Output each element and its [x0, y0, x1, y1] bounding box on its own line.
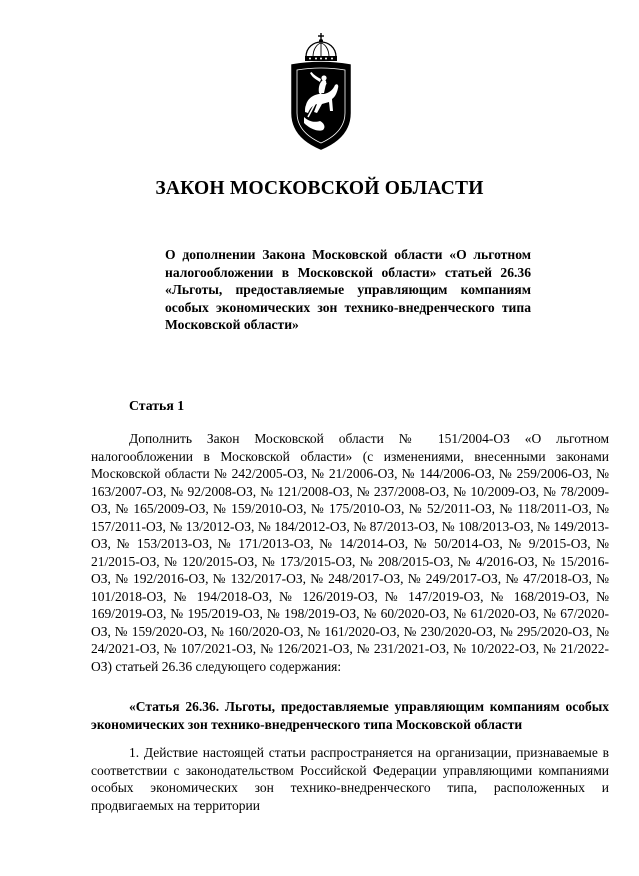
article-heading: Статья 1 — [129, 398, 185, 413]
article-body: Дополнить Закон Московской области № 151/2004-ОЗ «О льготном налогообложении в Московской области» (с изменениями, внесенными законами Московской области № 242/2005-ОЗ, № 21/2006-ОЗ, № 144/2006-ОЗ, № 259/2006-ОЗ, № 163/2007-ОЗ, № 92/2008-ОЗ, № 121/2008-ОЗ, № 237/2008-ОЗ, № 10/2009-ОЗ, № 78/2009-ОЗ, № 165/2009-ОЗ, № 159/2010-ОЗ, № 175/2010-ОЗ, № 52/2011-ОЗ, № 118/2011-ОЗ, № 157/2011-ОЗ, № 13/2012-ОЗ, № 184/2012-ОЗ, № 87/2013-ОЗ, № 108/2013-ОЗ, № 149/2013-ОЗ, № 153/2013-ОЗ, № 171/2013-ОЗ, № 14/2014-ОЗ, № 50/2014-ОЗ, № 9/2015-ОЗ, № 21/2015-ОЗ, № 120/2015-ОЗ, № 173/2015-ОЗ, № 208/2015-ОЗ, № 4/2016-ОЗ, № 15/2016-ОЗ, № 192/2016-ОЗ, № 132/2017-ОЗ, № 248/2017-ОЗ, № 249/2017-ОЗ, № 47/2018-ОЗ, № 101/2018-ОЗ, № 194/2018-ОЗ, № 126/2019-ОЗ, № 147/2019-ОЗ, № 168/2019-ОЗ, № 169/2019-ОЗ, № 195/2019-ОЗ, № 198/2019-ОЗ, № 60/2020-ОЗ, № 61/2020-ОЗ, № 67/2020-ОЗ, № 159/2020-ОЗ, № 160/2020-ОЗ, № 161/2020-ОЗ, № 230/2020-ОЗ, № 295/2020-ОЗ, № 24/2021-ОЗ, № 107/2021-ОЗ, № 126/2021-ОЗ, № 231/2021-ОЗ, № 10/2022-ОЗ, № 21/2022-ОЗ) статьей 26.36 следующего содержания: — [91, 431, 609, 674]
article-point-1: 1. Действие настоящей статьи распространяется на организации, признаваемые в соответствии с законодательством Российской Федерации управляющими компаниями особых экономических зон технико-внедренческого типа, расположенных и продвигаемых на территории — [91, 745, 609, 813]
moscow-oblast-coat-of-arms-icon — [286, 33, 356, 151]
law-subject: О дополнении Закона Московской области «О льготном налогообложении в Московской области» статьей 26.36 «Льготы, предоставляемые управляющим компаниям особых экономических зон технико-внедренческого типа Московской области» — [165, 247, 531, 333]
quoted-article-title: «Статья 26.36. Льготы, предоставляемые управляющим компаниям особых экономических зон технико-внедренческого типа Московской области — [91, 699, 609, 732]
crown-icon — [305, 33, 337, 61]
law-title: ЗАКОН МОСКОВСКОЙ ОБЛАСТИ — [155, 178, 484, 199]
